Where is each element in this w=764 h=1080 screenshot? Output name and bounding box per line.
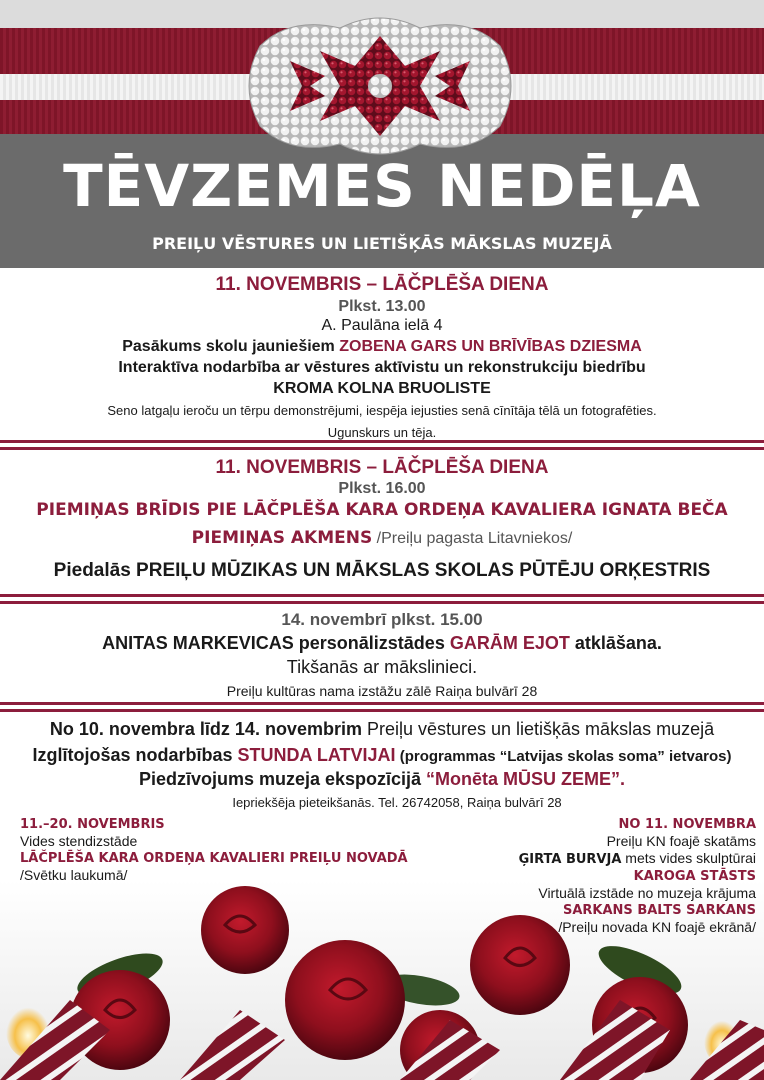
event-1-activity: Interaktīva nodarbība ar vēstures aktīvistu un rekonstrukciju biedrību <box>118 359 646 376</box>
event-3-date: 14. novembrī plkst. 15.00 <box>281 610 483 629</box>
event-4-dates-line <box>0 714 764 744</box>
event-4-exposition-line <box>0 766 764 792</box>
event-4-exp-prefix: Piedzīvojums muzeja ekspozīcijā <box>138 769 427 789</box>
right-line3: Virtuālā izstāde no muzeja krājuma <box>538 885 756 901</box>
right-dates: NO 11. NOVEMBRA <box>618 817 756 832</box>
event-4-education-line <box>0 744 764 766</box>
right-artist-line <box>416 850 756 868</box>
event-section-3 <box>0 608 764 702</box>
event-3-venue: Preiļu kultūras nama izstāžu zālē Raiņa bulvārī 28 <box>226 683 538 699</box>
event-3-opening: atklāšana. <box>569 633 662 653</box>
left-type: Vides stendizstāde <box>20 833 138 849</box>
right-artist-name: ĢIRTA BURVJA <box>518 852 622 867</box>
left-title: LĀČPLĒŠA KARA ORDEŅA KAVALIERI PREIĻU NOVADĀ <box>20 851 408 866</box>
event-1-name: ZOBENA GARS UN BRĪVĪBAS DZIESMA <box>339 338 642 355</box>
event-3-meeting: Tikšanās ar mākslinieci. <box>286 657 478 677</box>
event-1-title-line <box>0 336 764 357</box>
event-4-edu-prefix: Izglītojošas nodarbības <box>32 745 238 765</box>
event-4-edu-name: STUNDA LATVIJAI <box>237 745 396 765</box>
event-4-edu-note: (programmas “Latvijas skolas soma” ietvaros) <box>395 748 732 765</box>
event-4-exp-name: “Monēta MŪSU ZEME”. <box>426 769 626 789</box>
event-1-prefix: Pasākums skolu jauniešiem <box>122 338 340 355</box>
event-4-dates: No 10. novembra līdz 14. novembrim <box>49 719 362 739</box>
right-line2: mets vides skulptūrai <box>621 850 756 866</box>
right-title3: SARKANS BALTS SARKANS <box>562 903 756 918</box>
event-4-registration: Iepriekšēja pieteikšanās. Tel. 26742058, Raiņa bulvārī 28 <box>232 795 562 810</box>
event-1-extra: Ugunskurs un tēja. <box>327 425 437 440</box>
section-divider <box>0 594 764 608</box>
event-2-monument: PIEMIŅAS AKMENS <box>191 528 373 548</box>
left-place: /Svētku laukumā/ <box>20 867 128 883</box>
event-3-exhibition: GARĀM EJOT <box>449 633 570 653</box>
event-1-heading: 11. NOVEMBRIS – LĀČPLĒŠA DIENA <box>215 274 549 295</box>
event-1-address: A. Paulāna ielā 4 <box>321 317 443 334</box>
event-section-2 <box>0 455 764 587</box>
event-2-heading: 11. NOVEMBRIS – LĀČPLĒŠA DIENA <box>215 457 549 478</box>
header-banner <box>0 0 764 268</box>
event-2-participants: Piedalās PREIĻU MŪZIKAS UN MĀKSLAS SKOLAS PŪTĒJU ORĶESTRIS <box>53 560 711 581</box>
right-place: /Preiļu novada KN foajē ekrānā/ <box>558 919 756 935</box>
event-4-museum: Preiļu vēstures un lietišķās mākslas muzejā <box>361 719 715 739</box>
right-title2: KAROGA STĀSTS <box>633 869 756 884</box>
event-3-title-line <box>0 632 764 654</box>
beaded-brooch-image <box>230 6 530 166</box>
event-2-location: /Preiļu pagasta Litavniekos/ <box>372 530 573 547</box>
event-2-title-line2 <box>0 523 764 551</box>
event-1-time: Plkst. 13.00 <box>338 298 426 315</box>
page-subtitle: PREIĻU VĒSTURES UN LIETIŠĶĀS MĀKSLAS MUZEJĀ <box>152 234 612 253</box>
exhibition-left-block <box>20 816 440 884</box>
event-1-description: Seno latgaļu ieroču un tērpu demonstrējumi, iespēja iejusties senā cīnītāja tēlā un fotografēties. <box>107 403 657 418</box>
event-section-1 <box>0 272 764 443</box>
exhibition-right-block <box>416 816 756 936</box>
event-2-time: Plkst. 16.00 <box>338 480 426 497</box>
event-2-title: PIEMIŅAS BRĪDIS PIE LĀČPLĒŠA KARA ORDEŅA KAVALIERA IGNATA BEČA <box>36 500 728 520</box>
event-1-group: KROMA KOLNA BRUOLISTE <box>273 380 491 397</box>
section-divider <box>0 440 764 454</box>
page-title: TĒVZEMES NEDĒĻA <box>63 152 701 220</box>
event-3-artist: ANITAS MARKEVICAS personālizstādes <box>102 633 450 653</box>
left-dates: 11.–20. NOVEMBRIS <box>20 817 165 832</box>
right-line1: Preiļu KN foajē skatāms <box>606 833 756 849</box>
event-section-4 <box>0 714 764 814</box>
